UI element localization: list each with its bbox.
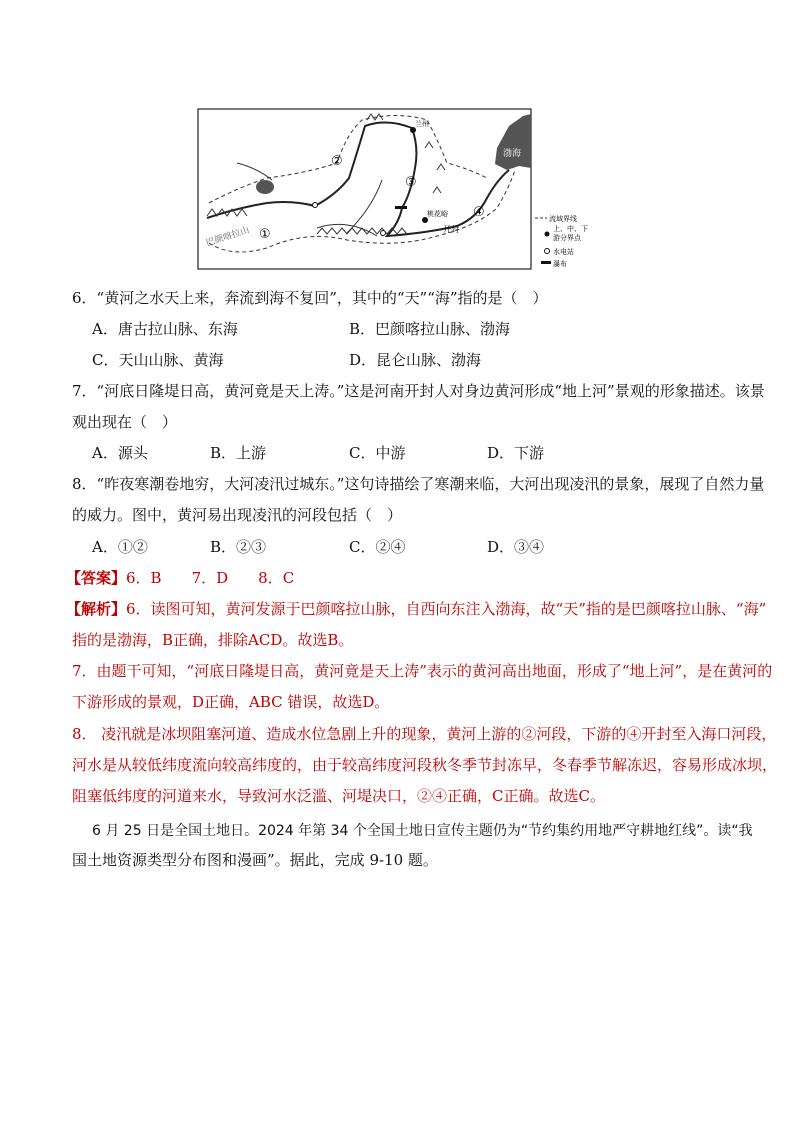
legend-hydro-icon	[545, 249, 550, 254]
legend-waterfall: 瀑布	[553, 260, 567, 268]
bayan-label: 巴颜喀拉山	[204, 225, 251, 249]
legend-boundary: 流域界线	[549, 215, 577, 223]
q8-option-b: B．②③	[210, 538, 267, 556]
huayuankou-label: 桃花峪	[427, 210, 448, 218]
analysis-label: 【解析】	[66, 600, 127, 618]
q6-stem: 6．“黄河之水天上来，奔流到海不复回”，其中的“天”“海”指的是（ ）	[72, 289, 548, 307]
answer-line	[66, 568, 294, 588]
map-frame	[198, 109, 531, 269]
q8-option-c: C．②④	[349, 538, 406, 556]
intro-line1: 6 月 25 日是全国土地日。2024 年第 34 个全国土地日宣传主题仍为“节约集约用地严守耕地红线”。读“我	[92, 823, 753, 839]
q7-stem-line1: 7．“河底日隆堤日高，黄河竟是天上涛。”这是河南开封人对身边黄河形成“地上河”景观的形象描述。该景	[72, 382, 765, 400]
q6-option-b: B．巴颜喀拉山脉、渤海	[349, 320, 511, 338]
map-svg	[197, 108, 599, 270]
marker-1: ①	[259, 227, 271, 242]
legend-point-icon	[545, 232, 550, 237]
legend-waterfall-icon	[541, 261, 551, 264]
kaifeng-label: 开封	[443, 225, 459, 234]
waterfall-icon	[395, 206, 407, 209]
q6-option-c: C．天山山脉、黄海	[92, 351, 224, 369]
q7-stem-line2: 观出现在（ ）	[72, 413, 178, 431]
analysis-line1	[66, 599, 766, 619]
analysis-text-1: 6．读图可知，黄河发源于巴颜喀拉山脉，自西向东注入渤海，故“天”指的是巴颜喀拉山脉、“海”	[126, 600, 767, 618]
analysis-line2: 指的是渤海，B正确，排除ACD。故选B。	[72, 631, 354, 649]
yellow-river-map	[197, 108, 599, 270]
legend-division-2: 游分界点	[553, 234, 581, 242]
answer-label: 【答案】	[66, 569, 127, 587]
q6-option-a: A．唐古拉山脉、东海	[92, 320, 238, 338]
hydro-station-icon	[313, 203, 318, 208]
lanzhou-label: 兰州	[415, 120, 429, 128]
hydro-station-icon	[381, 231, 386, 236]
q7-option-b: B．上游	[210, 444, 267, 462]
q7-option-a: A．源头	[92, 444, 148, 462]
q8-stem-line2: 的威力。图中，黄河易出现凌汛的河段包括（ ）	[72, 506, 403, 524]
q7-option-c: C．中游	[349, 444, 406, 462]
marker-3: ③	[405, 175, 417, 190]
q6-option-d: D．昆仑山脉、渤海	[349, 351, 482, 369]
q7-option-d: D．下游	[487, 444, 545, 462]
legend-division-1: 上、中、下	[553, 225, 588, 233]
q8-option-a: A．①②	[92, 538, 148, 556]
analysis-line7: 阻塞低纬度的河道来水，导致河水泛滥、河堤决口，②④正确，C正确。故选C。	[72, 787, 605, 805]
marker-2: ②	[331, 154, 343, 169]
analysis-line6: 河水是从较低纬度流向较高纬度的，由于较高纬度河段秋冬季节封冻早，冬春季节解冻迟，容易形成冰坝，	[72, 756, 778, 774]
marker-4: ④	[473, 205, 485, 220]
analysis-line4: 下游形成的景观，D正确，ABC 错误，故选D。	[72, 693, 390, 711]
bohai-label: 渤海	[503, 149, 522, 159]
analysis-line5: 8． 凌汛就是冰坝阻塞河道、造成水位急剧上升的现象，黄河上游的②河段，下游的④开封至入海口河段，	[72, 725, 777, 743]
lake-shape	[256, 180, 274, 194]
legend-hydro: 水电站	[553, 248, 574, 256]
analysis-line3: 7．由题干可知，“河底日隆堤日高，黄河竟是天上涛”表示的黄河高出地面，形成了“地上河”，是在黄河的	[72, 662, 773, 680]
q8-option-d: D．③④	[487, 538, 545, 556]
q8-stem-line1: 8．“昨夜寒潮卷地穷，大河凌汛过城东。”这句诗描绘了寒潮来临，大河出现凌汛的景象，展现了自然力量	[72, 475, 765, 493]
intro-line2: 国土地资源类型分布图和漫画”。据此，完成 9-10 题。	[72, 851, 438, 869]
answer-text: 6．B 7．D 8．C	[126, 569, 295, 587]
